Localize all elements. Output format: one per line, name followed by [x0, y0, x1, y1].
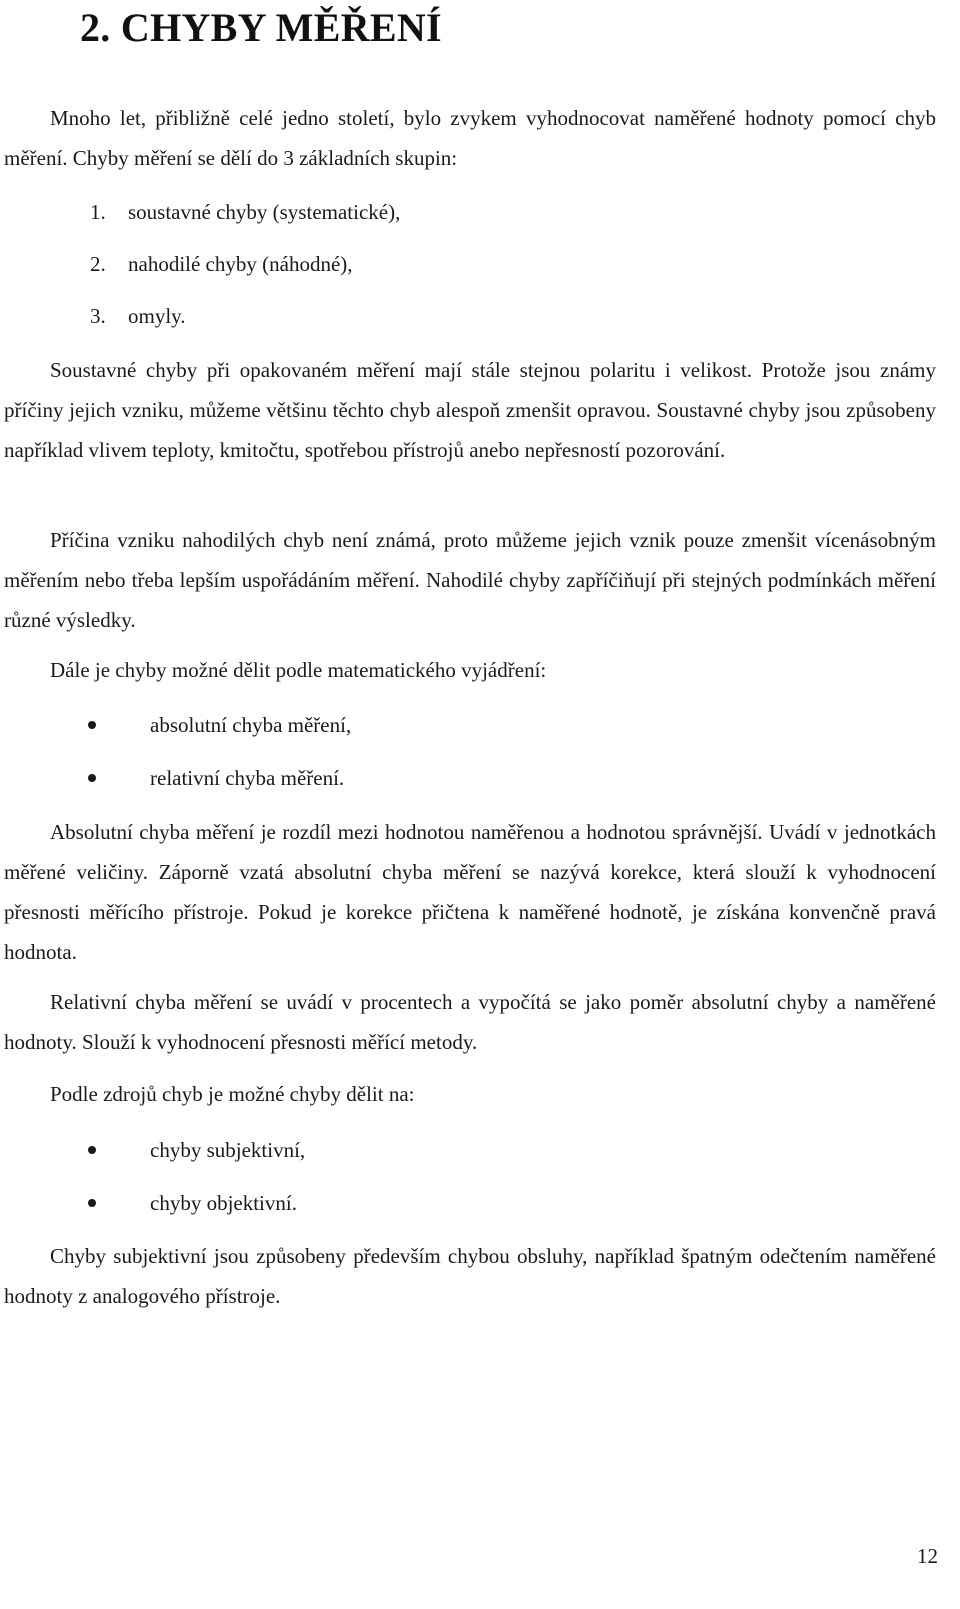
bullet-icon — [88, 774, 96, 782]
numbered-item — [90, 296, 186, 336]
bullet-item — [88, 705, 351, 745]
item-number: 1. — [90, 200, 106, 224]
item-text: soustavné chyby (systematické), — [128, 200, 401, 224]
bullet-item — [88, 1183, 297, 1223]
item-text: nahodilé chyby (náhodné), — [128, 252, 353, 276]
paragraph-math-intro: Dále je chyby možné dělit podle matematického vyjádření: — [50, 658, 547, 682]
paragraph-source-intro: Podle zdrojů chyb je možné chyby dělit na: — [50, 1082, 415, 1106]
numbered-item — [90, 192, 400, 232]
bullet-icon — [88, 1146, 96, 1154]
bullet-text: chyby subjektivní, — [150, 1138, 306, 1162]
page-number: 12 — [917, 1544, 938, 1568]
chapter-heading: 2. CHYBY MĚŘENÍ — [80, 5, 442, 50]
bullet-item — [88, 1130, 305, 1170]
item-number: 3. — [90, 304, 106, 328]
paragraph-subjective: Chyby subjektivní jsou způsobeny především chybou obsluhy, například špatným odečtením naměřené hodnoty z analogového přístroje. — [4, 1244, 936, 1308]
item-text: omyly. — [128, 304, 186, 328]
bullet-item — [88, 758, 344, 798]
paragraph-systematic: Soustavné chyby při opakovaném měření mají stále stejnou polaritu i velikost. Protože jsou známy příčiny jejich vzniku, můžeme většinu těchto chyb alespoň zmenšit opravou. Soustavné chyby jsou způsobeny například vlivem teploty, kmitočtu, spotřebou přístrojů anebo nepřesností pozorování. — [4, 358, 936, 462]
bullet-text: chyby objektivní. — [150, 1191, 297, 1215]
paragraph-absolute: Absolutní chyba měření je rozdíl mezi hodnotou naměřenou a hodnotou správnější. Uvádí v jednotkách měřené veličiny. Záporně vzatá absolutní chyba měření se nazývá korekce, která slouží k vyhodnocení přesnosti měřícího přístroje. Pokud je korekce přičtena k naměřené hodnotě, je získána konvenčně pravá hodnota. — [4, 820, 936, 964]
paragraph-random: Příčina vzniku nahodilých chyb není známá, proto můžeme jejich vznik pouze zmenšit vícenásobným měřením nebo třeba lepším uspořádáním měření. Nahodilé chyby zapříčiňují při stejných podmínkách měření různé výsledky. — [4, 528, 936, 632]
bullet-icon — [88, 721, 96, 729]
paragraph-intro: Mnoho let, přibližně celé jedno století, bylo zvykem vyhodnocovat naměřené hodnoty pomocí chyb měření. Chyby měření se dělí do 3 základních skupin: — [4, 106, 936, 170]
numbered-item — [90, 244, 353, 284]
item-number: 2. — [90, 252, 106, 276]
bullet-icon — [88, 1199, 96, 1207]
paragraph-relative: Relativní chyba měření se uvádí v procentech a vypočítá se jako poměr absolutní chyby a naměřené hodnoty. Slouží k vyhodnocení přesnosti měřící metody. — [4, 990, 936, 1054]
bullet-text: absolutní chyba měření, — [150, 713, 352, 737]
bullet-text: relativní chyba měření. — [150, 766, 345, 790]
